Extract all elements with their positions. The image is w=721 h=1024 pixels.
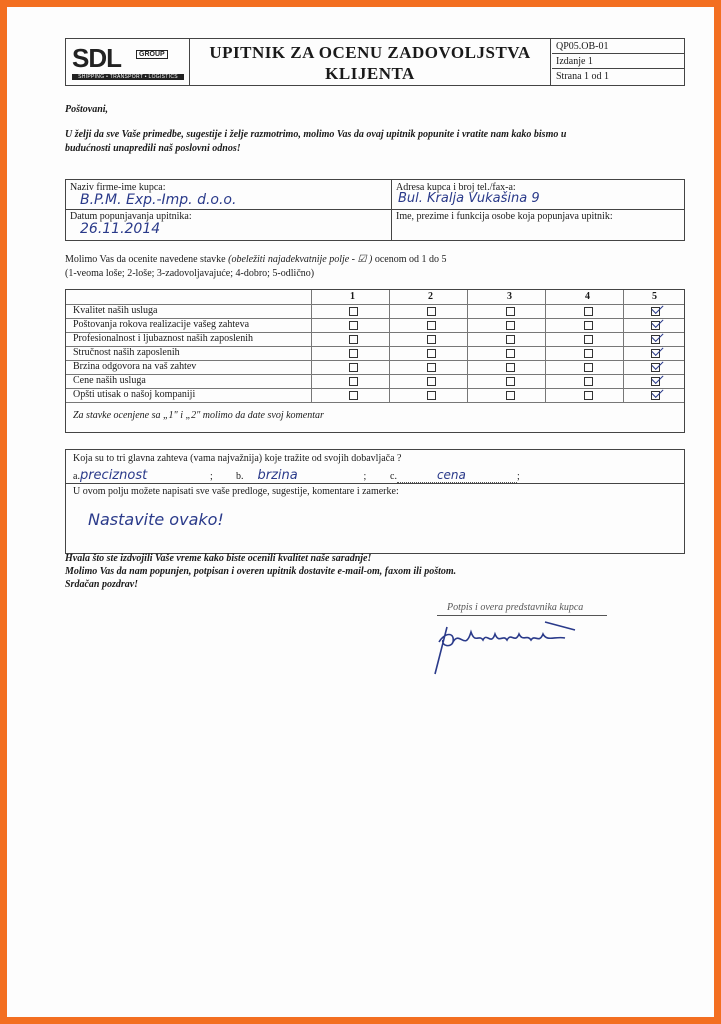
document-header bbox=[65, 38, 685, 86]
address-field[interactable]: Bul. Kralja Vukašina 9 bbox=[398, 191, 540, 206]
intro-text bbox=[65, 128, 685, 156]
checkmark-icon bbox=[651, 330, 663, 342]
closing-text bbox=[65, 552, 456, 591]
answer-a: a.preciznost ; bbox=[73, 468, 213, 483]
rating-checkbox-3[interactable] bbox=[506, 307, 515, 316]
company-label: Naziv firme-ime kupca: bbox=[70, 182, 166, 193]
signature-label: Potpis i overa predstavnika kupca bbox=[447, 602, 584, 613]
rating-checkbox-3[interactable] bbox=[506, 335, 515, 344]
date-label: Datum popunjavanja upitnika: bbox=[70, 211, 192, 222]
rating-checkbox-2[interactable] bbox=[427, 307, 436, 316]
rating-checkbox-1[interactable] bbox=[349, 377, 358, 386]
rating-column-4: 4 bbox=[585, 291, 590, 302]
question-requirements: Koja su to tri glavna zahteva (vama najvažnija) koje tražite od svojih dobavljača ? bbox=[73, 453, 402, 464]
answer-a-field[interactable]: preciznost bbox=[80, 468, 210, 484]
document-title bbox=[190, 39, 551, 85]
rating-checkbox-2[interactable] bbox=[427, 321, 436, 330]
rating-checkbox-1[interactable] bbox=[349, 321, 358, 330]
rating-checkbox-4[interactable] bbox=[584, 391, 593, 400]
document-meta bbox=[552, 39, 684, 85]
address-label: Adresa kupca i broj tel./fax-a: bbox=[396, 182, 516, 193]
rating-item-label: Kvalitet naših usluga bbox=[73, 305, 158, 316]
logo-group: GROUP bbox=[136, 50, 168, 59]
instruction-a: Molimo Vas da ocenite navedene stavke bbox=[65, 254, 226, 265]
document-page bbox=[7, 7, 714, 1017]
rating-checkbox-1[interactable] bbox=[349, 335, 358, 344]
rating-checkbox-2[interactable] bbox=[427, 377, 436, 386]
rating-checkbox-1[interactable] bbox=[349, 349, 358, 358]
answer-b-label: b. bbox=[236, 471, 244, 482]
company-logo bbox=[66, 39, 190, 85]
doc-page: Strana 1 od 1 bbox=[556, 71, 610, 82]
closing-line-3: Srdačan pozdrav! bbox=[65, 579, 139, 590]
rating-checkbox-2[interactable] bbox=[427, 335, 436, 344]
rating-row bbox=[66, 304, 684, 319]
instruction-c: ocenom od 1 do 5 bbox=[374, 254, 447, 265]
rating-checkbox-2[interactable] bbox=[427, 363, 436, 372]
person-label: Ime, prezime i funkcija osobe koja popunjava upitnik: bbox=[396, 211, 613, 222]
instruction-b: (obeležiti najadekvatnije polje - ☑ ) bbox=[228, 254, 373, 265]
rating-checkbox-3[interactable] bbox=[506, 349, 515, 358]
rating-item-label: Poštovanja rokova realizacije vašeg zahteva bbox=[73, 319, 250, 330]
rating-instructions bbox=[65, 253, 446, 281]
rating-checkbox-2[interactable] bbox=[427, 391, 436, 400]
answer-b-field[interactable]: brzina bbox=[244, 468, 364, 484]
rating-item-label: Opšti utisak o našoj kompaniji bbox=[73, 389, 196, 400]
rating-column-5: 5 bbox=[652, 291, 657, 302]
rating-header-row bbox=[66, 290, 684, 305]
answer-c-label: c. bbox=[390, 471, 397, 482]
rating-checkbox-2[interactable] bbox=[427, 349, 436, 358]
rating-item-label: Profesionalnost i ljubaznost naših zaposlenih bbox=[73, 333, 253, 344]
checkmark-icon bbox=[651, 344, 663, 356]
checkmark-icon bbox=[651, 386, 663, 398]
rating-column-1: 1 bbox=[350, 291, 355, 302]
closing-line-1: Hvala što ste izdvojili Vaše vreme kako biste ocenili kvalitet naše saradnje! bbox=[65, 553, 372, 564]
doc-code: QP05.OB-01 bbox=[552, 39, 684, 54]
company-field[interactable]: B.P.M. Exp.-Imp. d.o.o. bbox=[80, 192, 237, 208]
doc-edition: Izdanje 1 bbox=[552, 54, 684, 69]
rating-row bbox=[66, 360, 684, 375]
checkmark-icon bbox=[651, 316, 663, 328]
rating-scale: (1-veoma loše; 2-loše; 3-zadovoljavajuće; 4-dobro; 5-odlično) bbox=[65, 268, 315, 279]
rating-table bbox=[65, 289, 685, 433]
rating-checkbox-3[interactable] bbox=[506, 377, 515, 386]
rating-column-3: 3 bbox=[507, 291, 512, 302]
rating-checkbox-3[interactable] bbox=[506, 391, 515, 400]
answer-a-label: a. bbox=[73, 471, 80, 482]
signature-scribble-icon bbox=[425, 612, 600, 677]
date-field[interactable]: 26.11.2014 bbox=[80, 221, 161, 237]
answer-c-field[interactable]: cena bbox=[397, 468, 517, 483]
rating-checkbox-1[interactable] bbox=[349, 391, 358, 400]
rating-item-label: Stručnost naših zaposlenih bbox=[73, 347, 180, 358]
checkmark-icon bbox=[651, 358, 663, 370]
signature-block[interactable] bbox=[425, 612, 600, 677]
rating-row bbox=[66, 332, 684, 347]
comment-field[interactable]: Nastavite ovako! bbox=[88, 510, 224, 529]
rating-checkbox-4[interactable] bbox=[584, 377, 593, 386]
rating-checkbox-1[interactable] bbox=[349, 307, 358, 316]
checkmark-icon bbox=[651, 302, 663, 314]
rating-note: Za stavke ocenjene sa „1" i „2" molimo da date svoj komentar bbox=[73, 410, 324, 421]
answer-b: b. brzina ; bbox=[236, 468, 367, 483]
rating-checkbox-1[interactable] bbox=[349, 363, 358, 372]
rating-row bbox=[66, 346, 684, 361]
logo-brand: SDL bbox=[72, 43, 121, 73]
intro-line-2: budućnosti unapredili naš poslovni odnos! bbox=[65, 143, 241, 154]
rating-item-label: Cene naših usluga bbox=[73, 375, 146, 386]
logo-tagline: SHIPPING • TRANSPORT • LOGISTICS bbox=[72, 74, 184, 80]
rating-row bbox=[66, 388, 684, 403]
rating-column-2: 2 bbox=[428, 291, 433, 302]
rating-row bbox=[66, 374, 684, 389]
title-line-1: UPITNIK ZA OCENU ZADOVOLJSTVA bbox=[209, 43, 531, 62]
rating-checkbox-4[interactable] bbox=[584, 363, 593, 372]
checkmark-icon bbox=[651, 372, 663, 384]
closing-line-2: Molimo Vas da nam popunjen, potpisan i overen upitnik dostavite e-mail-om, faxom ili poštom. bbox=[65, 566, 457, 577]
questions-box bbox=[65, 449, 685, 554]
rating-checkbox-3[interactable] bbox=[506, 363, 515, 372]
customer-info-box bbox=[65, 179, 685, 241]
answer-c: c. cena ; bbox=[390, 468, 520, 482]
rating-checkbox-4[interactable] bbox=[584, 335, 593, 344]
rating-checkbox-4[interactable] bbox=[584, 349, 593, 358]
rating-checkbox-4[interactable] bbox=[584, 321, 593, 330]
rating-row bbox=[66, 318, 684, 333]
title-line-2: KLIJENTA bbox=[325, 64, 415, 83]
question-comments: U ovom polju možete napisati sve vaše predloge, sugestije, komentare i zamerke: bbox=[73, 486, 399, 497]
greeting: Poštovani, bbox=[65, 104, 109, 115]
rating-item-label: Brzina odgovora na vaš zahtev bbox=[73, 361, 197, 372]
intro-line-1: U želji da sve Vaše primedbe, sugestije i želje razmotrimo, molimo Vas da ovaj upitnik popunite i vratite nam kako bismo u bbox=[65, 129, 567, 140]
rating-checkbox-4[interactable] bbox=[584, 307, 593, 316]
rating-checkbox-3[interactable] bbox=[506, 321, 515, 330]
